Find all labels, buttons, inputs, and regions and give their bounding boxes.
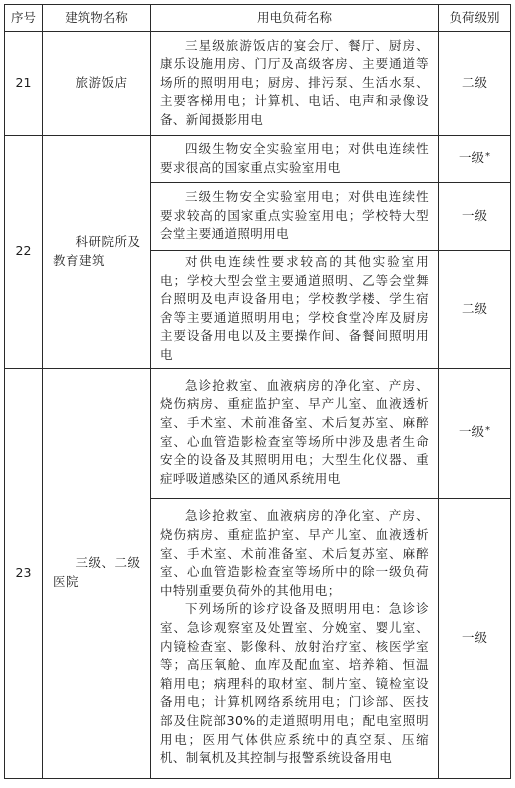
- load-description: 急诊抢救室、血液病房的净化室、产房、烧伤病房、重症监护室、早产儿室、血液透析室、手术室、术前准备室、术后复苏室、麻醉室、心血管造影检查室等场所中涉及患者生命安全的设备及其照明用电；大型生化仪器、重症呼吸道感染区的通风系统用电: [151, 368, 439, 498]
- load-level: 一级: [439, 498, 511, 778]
- building-name: 旅游饭店: [43, 32, 151, 136]
- row-number: 22: [5, 136, 43, 369]
- special-mark: *: [485, 150, 490, 162]
- building-name: 三级、二级医院: [43, 368, 151, 778]
- header-level: 负荷级别: [439, 5, 511, 32]
- header-load: 用电负荷名称: [151, 5, 439, 32]
- table-row: [5, 136, 511, 183]
- load-level: 二级: [439, 32, 511, 136]
- table-header-row: [5, 5, 511, 32]
- load-description: 四级生物安全实验室用电；对供电连续性要求很高的国家重点实验室用电: [151, 136, 439, 183]
- load-description: 三星级旅游饭店的宴会厅、餐厅、厨房、康乐设施用房、门厅及高级客房、主要通道等场所的照明用电；厨房、排污泵、生活水泵、主要客梯用电；计算机、电话、电声和录像设备、新闻摄影用电: [151, 32, 439, 136]
- load-level: 二级: [439, 251, 511, 369]
- row-number: 23: [5, 368, 43, 778]
- load-description: 急诊抢救室、血液病房的净化室、产房、烧伤病房、重症监护室、早产儿室、血液透析室、手术室、术前准备室、术后复苏室、麻醉室、心血管造影检查室等场所中的除一级负荷中特别重要负荷外的其他用电； 下列场所的诊疗设备及照明用电：急诊诊室、急诊观察室及处置室、分娩室、婴儿室、内镜检查室、影像科、放射治疗室、核医学室等；高压氧舱、血库及配血室、培养箱、恒温箱用电；病理科的取材室、制片室、镜检室设备用电；计算机网络系统用电；门诊部、医技部及住院部30%的走道照明用电；配电室照明用电；医用气体供应系统中的真空泵、压缩机、制氧机及其控制与报警系统设备用电: [151, 498, 439, 778]
- load-description: 对供电连续性要求较高的其他实验室用电；学校大型会堂主要通道照明、乙等会堂舞台照明及电声设备用电；学校教学楼、学生宿舍等主要通道照明用电；学校食堂冷库及厨房主要设备用电以及主要操作间、备餐间照明用电: [151, 251, 439, 369]
- load-description: 三级生物安全实验室用电；对供电连续性要求较高的国家重点实验室用电；学校特大型会堂主要通道照明用电: [151, 183, 439, 251]
- table-row: [5, 32, 511, 136]
- row-number: 21: [5, 32, 43, 136]
- load-level: 一级*: [439, 136, 511, 183]
- load-level: 一级: [439, 183, 511, 251]
- header-building: 建筑物名称: [43, 5, 151, 32]
- special-mark: *: [485, 424, 490, 436]
- table-row: [5, 368, 511, 498]
- load-classification-table: [4, 4, 511, 779]
- building-name: 科研院所及教育建筑: [43, 136, 151, 369]
- load-level: 一级*: [439, 368, 511, 498]
- header-no: 序号: [5, 5, 43, 32]
